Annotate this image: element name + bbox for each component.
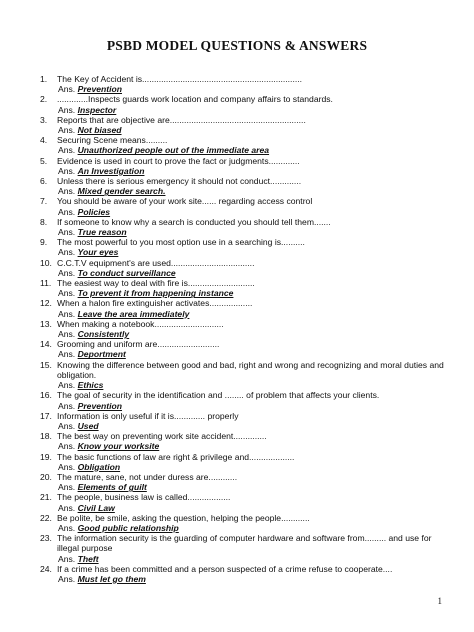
answer-line xyxy=(40,166,444,176)
question-number: 14. xyxy=(40,339,52,350)
answer-prefix: Ans. xyxy=(58,349,76,360)
answer-text: Consistently xyxy=(77,329,130,340)
question-item xyxy=(40,513,444,523)
question-item xyxy=(40,74,444,84)
answer-line xyxy=(40,227,444,237)
question-text: Reports that are objective are......................................................... xyxy=(57,114,306,125)
answer-line xyxy=(40,288,444,298)
answer-prefix: Ans. xyxy=(58,84,76,95)
question-number: 17. xyxy=(40,410,52,421)
question-number: 8. xyxy=(40,216,48,227)
answer-text: Elements of guilt xyxy=(77,482,147,493)
question-item xyxy=(40,217,444,227)
question-item xyxy=(40,359,447,380)
answer-line xyxy=(40,503,444,513)
question-text: The information security is the guarding of computer hardware and software from......... and use for illegal purpose xyxy=(57,533,434,554)
answer-prefix: Ans. xyxy=(58,573,76,584)
answer-text: Leave the area immediately xyxy=(77,308,190,319)
question-item xyxy=(40,431,444,441)
answer-text: To conduct surveillance xyxy=(77,267,176,278)
answer-prefix: Ans. xyxy=(58,267,76,278)
question-text: Be polite, be smile, asking the question, helping the people............ xyxy=(57,512,310,523)
question-item xyxy=(40,135,444,145)
question-item xyxy=(40,278,444,288)
answer-text: An Investigation xyxy=(77,165,145,176)
answer-prefix: Ans. xyxy=(58,441,76,452)
question-item xyxy=(40,390,444,400)
answer-line xyxy=(40,125,444,135)
question-number: 21. xyxy=(40,492,52,503)
answer-line xyxy=(40,401,444,411)
question-text: You should be aware of your work site...... regarding access control xyxy=(57,196,313,207)
question-text: The Key of Accident is................................................................... xyxy=(57,74,302,84)
answer-prefix: Ans. xyxy=(58,400,76,411)
question-number: 4. xyxy=(40,135,48,146)
question-item xyxy=(40,411,444,421)
question-list xyxy=(40,74,447,584)
answer-prefix: Ans. xyxy=(58,145,76,156)
question-item xyxy=(40,115,444,125)
question-item xyxy=(40,492,444,502)
answer-line xyxy=(40,268,444,278)
question-text: Unless there is serious emergency it should not conduct............. xyxy=(57,176,302,187)
answer-text: Good public relationship xyxy=(77,522,179,533)
question-number: 9. xyxy=(40,237,48,248)
answer-prefix: Ans. xyxy=(58,104,76,115)
question-number: 12. xyxy=(40,298,52,309)
question-item xyxy=(40,237,444,247)
answer-text: Mixed gender search. xyxy=(77,186,166,197)
answer-text: Used xyxy=(77,420,99,431)
answer-line xyxy=(40,462,444,472)
answer-prefix: Ans. xyxy=(58,522,76,533)
question-text: If a crime has been committed and a person suspected of a crime refuse to cooperate.... xyxy=(57,563,393,574)
question-text: The mature, sane, not under duress are............ xyxy=(57,471,238,482)
answer-text: Obligation xyxy=(77,461,121,472)
answer-prefix: Ans. xyxy=(58,308,76,319)
answer-text: Deportment xyxy=(77,349,126,360)
question-item xyxy=(40,176,444,186)
answer-prefix: Ans. xyxy=(58,206,76,217)
answer-line xyxy=(40,247,444,257)
answer-text: Your eyes xyxy=(77,247,119,258)
question-number: 19. xyxy=(40,451,52,462)
question-number: 23. xyxy=(40,533,52,544)
question-text: The best way on preventing work site accident.............. xyxy=(57,431,267,442)
question-text: The people, business law is called.................. xyxy=(57,492,231,503)
question-item xyxy=(40,533,444,553)
answer-line xyxy=(40,186,444,196)
answer-text: To prevent it from happening instance xyxy=(77,288,234,299)
question-number: 10. xyxy=(40,257,52,268)
answer-text: Prevention xyxy=(77,400,123,411)
answer-line xyxy=(40,441,444,451)
question-number: 6. xyxy=(40,176,48,187)
question-item xyxy=(40,94,444,104)
question-number: 7. xyxy=(40,196,48,207)
answer-text: Must let go them xyxy=(77,573,146,584)
question-number: 20. xyxy=(40,471,52,482)
answer-text: Policies xyxy=(77,206,111,217)
answer-line xyxy=(40,482,444,492)
answer-prefix: Ans. xyxy=(58,553,76,564)
question-text: Information is only useful if it is............. properly xyxy=(57,410,239,421)
question-number: 1. xyxy=(40,74,48,84)
question-text: When making a notebook............................. xyxy=(57,318,224,329)
answer-prefix: Ans. xyxy=(58,329,76,340)
answer-line xyxy=(40,84,444,94)
answer-line xyxy=(40,207,444,217)
question-item xyxy=(40,319,444,329)
answer-text: Unauthorized people out of the immediate area xyxy=(77,145,270,156)
question-number: 18. xyxy=(40,431,52,442)
answer-prefix: Ans. xyxy=(58,420,76,431)
question-number: 2. xyxy=(40,94,48,105)
answer-line xyxy=(40,523,444,533)
answer-text: True reason xyxy=(77,227,127,238)
question-text: The goal of security in the identification and ........ of problem that affects your clients. xyxy=(57,390,380,401)
answer-prefix: Ans. xyxy=(58,380,76,391)
question-item xyxy=(40,452,444,462)
question-item xyxy=(40,564,444,574)
answer-line xyxy=(40,574,444,584)
page-title: PSBD MODEL QUESTIONS & ANSWERS xyxy=(106,38,368,53)
answer-line xyxy=(40,329,444,339)
answer-line xyxy=(40,554,444,564)
question-text: The easiest way to deal with fire is............................ xyxy=(57,278,255,289)
answer-text: Inspector xyxy=(77,104,117,115)
question-text: Knowing the difference between good and bad, right and wrong and recognizing and moral duties and obligation. xyxy=(57,359,447,380)
question-number: 22. xyxy=(40,512,52,523)
question-item xyxy=(40,258,444,268)
question-text: C.C.T.V equipment's are used................................... xyxy=(57,257,255,268)
question-number: 13. xyxy=(40,318,52,329)
question-item xyxy=(40,156,444,166)
question-number: 16. xyxy=(40,390,52,401)
answer-text: Ethics xyxy=(77,380,104,391)
answer-prefix: Ans. xyxy=(58,186,76,197)
answer-prefix: Ans. xyxy=(58,502,76,513)
question-item xyxy=(40,298,444,308)
answer-prefix: Ans. xyxy=(58,247,76,258)
question-text: Grooming and uniform are.......................... xyxy=(57,339,220,350)
answer-line xyxy=(40,105,444,115)
question-item xyxy=(40,472,444,482)
question-item xyxy=(40,196,444,206)
page-number: 1 xyxy=(437,596,442,606)
question-number: 11. xyxy=(40,278,52,289)
question-text: The most powerful to you most option use in a searching is.......... xyxy=(57,237,305,248)
question-text: If someone to know why a search is conducted you should tell them....... xyxy=(57,216,331,227)
answer-text: Prevention xyxy=(77,84,123,95)
answer-text: Not biased xyxy=(77,125,122,136)
answer-line xyxy=(40,145,444,155)
answer-line xyxy=(40,309,444,319)
answer-line xyxy=(40,421,444,431)
question-number: 5. xyxy=(40,155,48,166)
answer-prefix: Ans. xyxy=(58,125,76,136)
question-text: Securing Scene means......... xyxy=(57,135,168,146)
question-number: 15. xyxy=(40,359,52,370)
question-text: .............Inspects guards work location and company affairs to standards. xyxy=(57,94,333,105)
answer-prefix: Ans. xyxy=(58,165,76,176)
answer-prefix: Ans. xyxy=(58,227,76,238)
answer-text: Civil Law xyxy=(77,502,115,513)
question-number: 3. xyxy=(40,114,48,125)
question-text: Evidence is used in court to prove the fact or judgments............. xyxy=(57,155,300,166)
answer-line xyxy=(40,349,444,359)
answer-prefix: Ans. xyxy=(58,288,76,299)
question-item xyxy=(40,339,444,349)
answer-text: Know your worksite xyxy=(77,441,160,452)
answer-prefix: Ans. xyxy=(58,482,76,493)
question-text: The basic functions of law are right & privilege and................... xyxy=(57,451,295,462)
answer-prefix: Ans. xyxy=(58,461,76,472)
question-number: 24. xyxy=(40,563,52,574)
answer-line xyxy=(40,380,444,390)
answer-text: Theft xyxy=(77,553,99,564)
question-text: When a halon fire extinguisher activates.................. xyxy=(57,298,253,309)
